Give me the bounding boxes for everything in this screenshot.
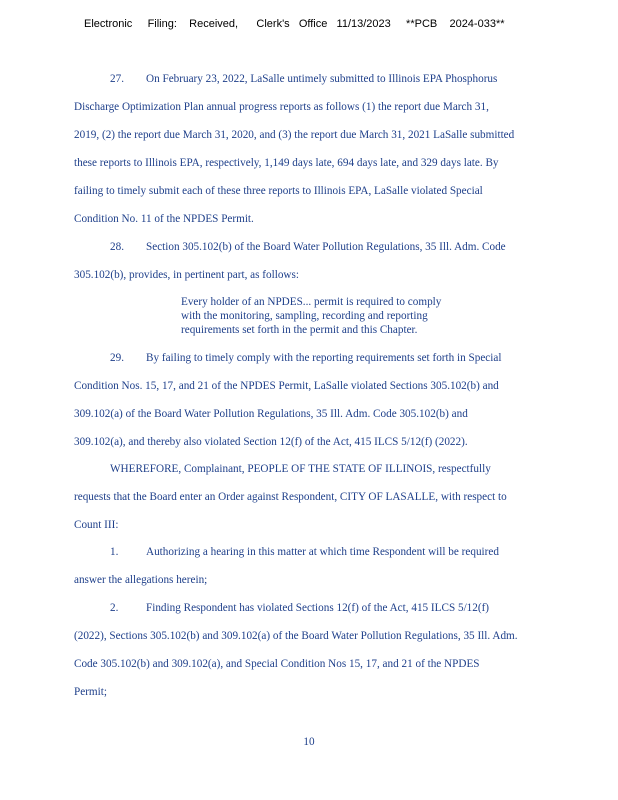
item-2-number: 2. bbox=[110, 602, 119, 614]
block-quote-line: requirements set forth in the permit and this Chapter. bbox=[181, 324, 418, 336]
paragraph-29-number: 29. bbox=[110, 352, 124, 364]
paragraph-29-line: Condition Nos. 15, 17, and 21 of the NPDES Permit, LaSalle violated Sections 305.102(b) and bbox=[74, 380, 499, 392]
paragraph-27-line: Discharge Optimization Plan annual progress reports as follows (1) the report due March 31, bbox=[74, 101, 489, 113]
paragraph-29-line: 309.102(a) of the Board Water Pollution Regulations, 35 Ill. Adm. Code 305.102(b) and bbox=[74, 408, 468, 420]
paragraph-27-number: 27. bbox=[110, 73, 124, 85]
paragraph-28-number: 28. bbox=[110, 241, 124, 253]
paragraph-28-line: Section 305.102(b) of the Board Water Pollution Regulations, 35 Ill. Adm. Code bbox=[146, 241, 506, 253]
wherefore-line: WHEREFORE, Complainant, PEOPLE OF THE STATE OF ILLINOIS, respectfully bbox=[110, 463, 491, 475]
page-number: 10 bbox=[303, 736, 315, 748]
wherefore-line: requests that the Board enter an Order against Respondent, CITY OF LASALLE, with respect to bbox=[74, 491, 507, 503]
block-quote-line: with the monitoring, sampling, recording and reporting bbox=[181, 310, 428, 322]
paragraph-29-line: By failing to timely comply with the reporting requirements set forth in Special bbox=[146, 352, 502, 364]
filing-header: Electronic Filing: Received, Clerk's Office 11/13/2023 **PCB 2024-033** bbox=[84, 18, 505, 30]
item-1-line: answer the allegations herein; bbox=[74, 574, 208, 586]
item-1-number: 1. bbox=[110, 546, 119, 558]
item-2-line: (2022), Sections 305.102(b) and 309.102(a) of the Board Water Pollution Regulations, 35 Ill. Adm. bbox=[74, 630, 518, 642]
item-1-line: Authorizing a hearing in this matter at which time Respondent will be required bbox=[146, 546, 499, 558]
item-2-line: Code 305.102(b) and 309.102(a), and Special Condition Nos 15, 17, and 21 of the NPDES bbox=[74, 658, 480, 670]
wherefore-line: Count III: bbox=[74, 519, 119, 531]
block-quote-line: Every holder of an NPDES... permit is required to comply bbox=[181, 296, 442, 308]
item-2-line: Finding Respondent has violated Sections 12(f) of the Act, 415 ILCS 5/12(f) bbox=[146, 602, 490, 614]
paragraph-28-line: 305.102(b), provides, in pertinent part, as follows: bbox=[74, 269, 299, 281]
paragraph-27-line: failing to timely submit each of these three reports to Illinois EPA, LaSalle violated Special bbox=[74, 185, 483, 197]
paragraph-27-line: Condition No. 11 of the NPDES Permit. bbox=[74, 213, 254, 225]
paragraph-29-line: 309.102(a), and thereby also violated Section 12(f) of the Act, 415 ILCS 5/12(f) (2022). bbox=[74, 436, 468, 448]
paragraph-27-line: 2019, (2) the report due March 31, 2020, and (3) the report due March 31, 2021 LaSalle submitted bbox=[74, 129, 515, 141]
item-2-line: Permit; bbox=[74, 686, 107, 698]
paragraph-27-line: these reports to Illinois EPA, respectively, 1,149 days late, 694 days late, and 329 days late. By bbox=[74, 157, 499, 169]
paragraph-27-line: On February 23, 2022, LaSalle untimely submitted to Illinois EPA Phosphorus bbox=[146, 73, 498, 85]
